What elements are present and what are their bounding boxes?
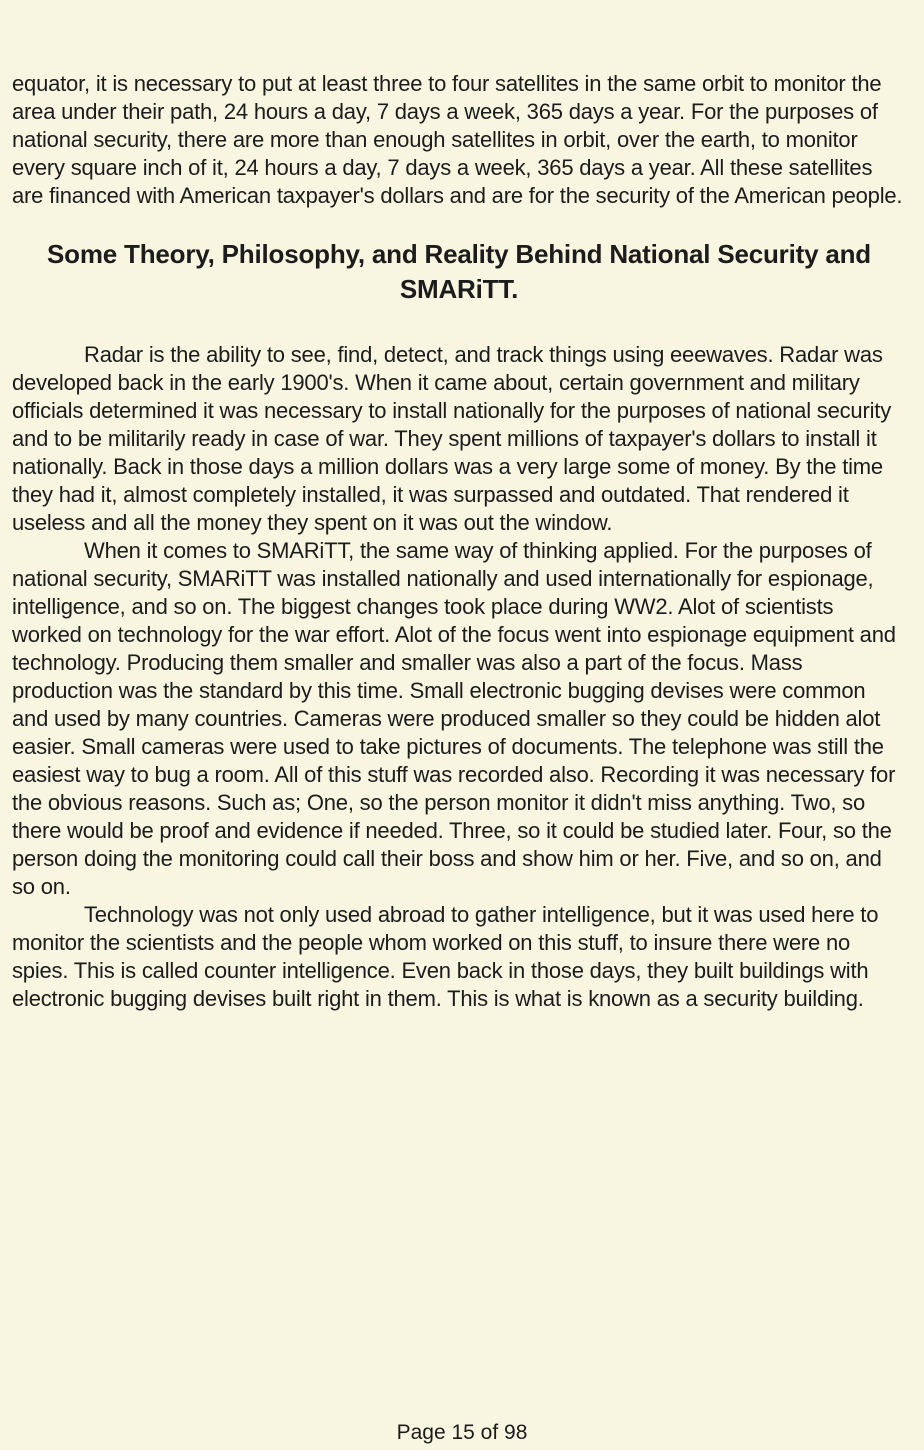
body-paragraph-2: When it comes to SMARiTT, the same way of thinking applied. For the purposes of national security, SMARiTT was installed nationally and used internationally for espionage, intelligence, and so on. The biggest changes took place during WW2. Alot of scientists worked on technology for the war effort. Alot of the focus went into espionage equipment and technology. Producing them smaller and smaller was also a part of the focus. Mass production was the standard by this time. Small electronic bugging devises were common and used by many countries. Cameras were produced smaller so they could be hidden alot easier. Small cameras were used to take pictures of documents. The telephone was still the easiest way to bug a room. All of this stuff was recorded also. Recording it was necessary for the obvious reasons. Such as; One, so the person monitor it didn't miss anything. Two, so there would be proof and evidence if needed. Three, so it could be studied later. Four, so the person doing the monitoring could call their boss and show him or her. Five, and so on, and so on.	[12, 538, 896, 899]
section-heading: Some Theory, Philosophy, and Reality Behind National Security and SMARiTT.	[47, 239, 871, 304]
page-indicator: Page 15 of 98	[396, 1421, 528, 1444]
body-paragraph-3: Technology was not only used abroad to gather intelligence, but it was used here to monitor the scientists and the people whom worked on this stuff, to insure there were no spies. This is called counter intelligence. Even back in those days, they built buildings with electronic bugging devises built right in them. This is what is known as a security building.	[12, 902, 879, 1011]
page-footer	[0, 1420, 924, 1446]
body-paragraph-1: Radar is the ability to see, find, detect, and track things using eeewaves. Radar was developed back in the early 1900's. When it came about, certain government and military officials determined it was necessary to install nationally for the purposes of national security and to be militarily ready in case of war. They spent millions of taxpayer's dollars to install it nationally. Back in those days a million dollars was a very large some of money. By the time they had it, almost completely installed, it was surpassed and outdated. That rendered it useless and all the money they spent on it was out the window.	[12, 342, 891, 535]
intro-paragraph: equator, it is necessary to put at least three to four satellites in the same orbit to monitor the area under their path, 24 hours a day, 7 days a week, 365 days a year. For the purposes of national security, there are more than enough satellites in orbit, over the earth, to monitor every square inch of it, 24 hours a day, 7 days a week, 365 days a year. All these satellites are financed with American taxpayer's dollars and are for the security of the American people.	[12, 71, 903, 208]
